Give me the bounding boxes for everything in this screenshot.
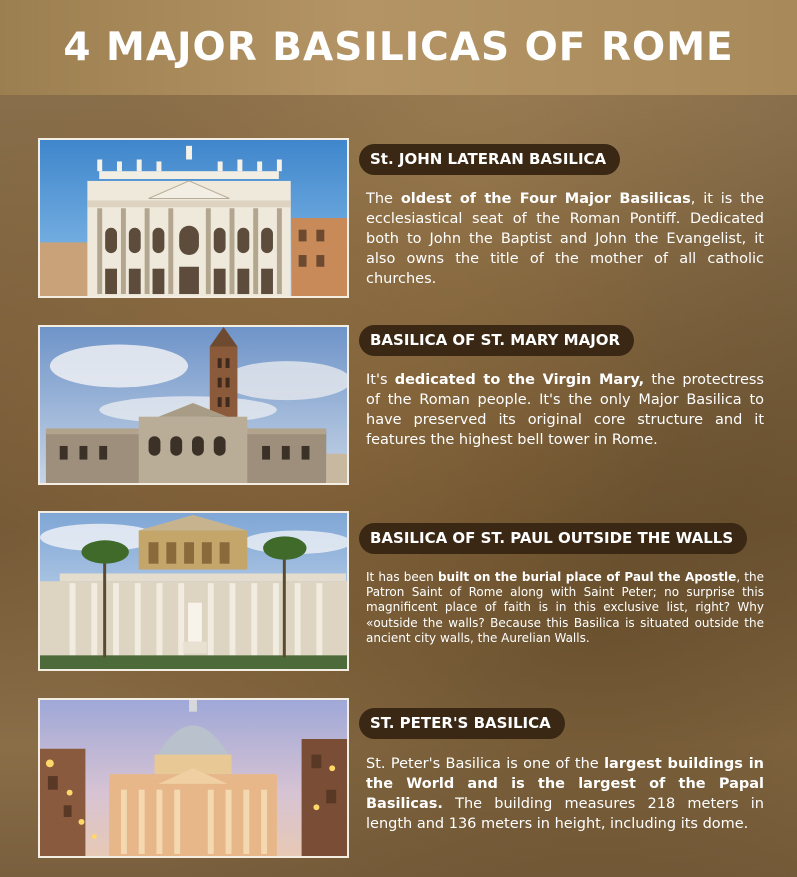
basilica-description: St. Peter's Basilica is one of the largest buildings in the World and is the largest of the Papal Basilicas. The building measures 218 meters in length and 136 meters in height, including its dome. bbox=[366, 756, 764, 832]
basilica-description: It has been built on the burial place of Paul the Apostle, the Patron Saint of Rome along with Saint Peter; no surprise this magnificent place of faith is in this exclusive list, right? Why «outside the walls? Because this Basilica is situated outside the ancient city walls, the Aurelian Walls. bbox=[366, 570, 764, 645]
basilica-name-tag: BASILICA OF ST. MARY MAJOR bbox=[359, 325, 634, 356]
lateran-photo bbox=[38, 138, 349, 298]
st-peter-photo bbox=[38, 698, 349, 858]
st-paul-photo bbox=[38, 511, 349, 671]
basilica-description: The oldest of the Four Major Basilicas, it is the ecclesiastical seat of the Roman Pontiff. Dedicated both to John the Baptist and John the Evangelist, it also owns the title of the mother of all catholic churches. bbox=[366, 191, 765, 287]
lateran-illustration bbox=[40, 140, 347, 296]
mary-major-photo bbox=[38, 325, 349, 485]
st-paul-illustration bbox=[40, 513, 347, 669]
st-peter-illustration bbox=[40, 700, 347, 856]
mary-major-illustration bbox=[40, 327, 347, 483]
basilica-name-tag: St. JOHN LATERAN BASILICA bbox=[359, 144, 620, 175]
basilica-description: It's dedicated to the Virgin Mary, the protectress of the Roman people. It's the only Major Basilica to have preserved its original core structure and it features the highest bell tower in Rome. bbox=[366, 372, 764, 448]
page-title: 4 MAJOR BASILICAS OF ROME bbox=[63, 25, 734, 70]
basilica-name-tag: ST. PETER'S BASILICA bbox=[359, 708, 565, 739]
basilica-name-tag: BASILICA OF ST. PAUL OUTSIDE THE WALLS bbox=[359, 523, 747, 554]
header-banner bbox=[0, 0, 797, 95]
